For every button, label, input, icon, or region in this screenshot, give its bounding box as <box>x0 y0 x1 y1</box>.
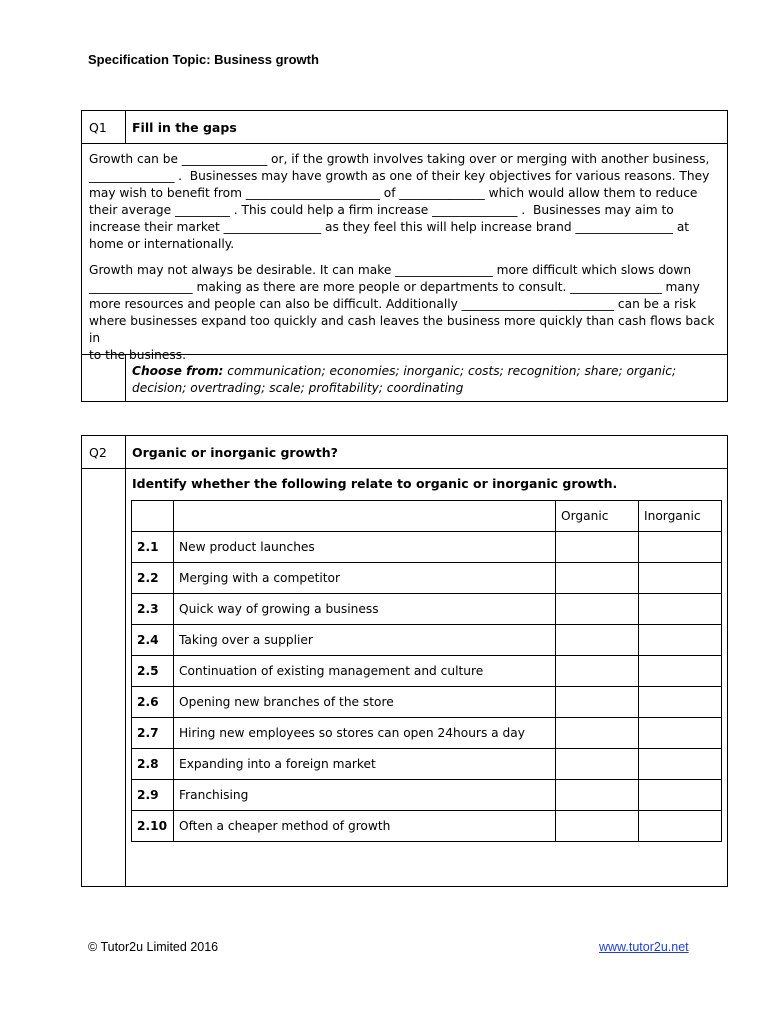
table-row <box>132 594 722 625</box>
paragraph-line: Growth can be ______________ or, if the growth involves taking over or merging with another business, <box>89 152 710 166</box>
paragraph-line: may wish to benefit from ______________________ of ______________ which would allow them to reduce <box>89 186 698 200</box>
organic-answer-cell[interactable] <box>556 780 639 811</box>
q1-paragraph-1 <box>89 151 721 253</box>
inorganic-answer-cell[interactable] <box>639 563 722 594</box>
organic-answer-cell[interactable] <box>556 656 639 687</box>
row-number: 2.9 <box>132 780 174 811</box>
paragraph-line: _________________ making as there are more people or departments to consult. _______________ many <box>89 280 700 294</box>
table-row <box>132 625 722 656</box>
col-organic-header: Organic <box>556 501 639 532</box>
q2-table <box>131 500 722 842</box>
copyright-text: © Tutor2u Limited 2016 <box>88 940 219 954</box>
inorganic-answer-cell[interactable] <box>639 625 722 656</box>
inorganic-answer-cell[interactable] <box>639 656 722 687</box>
col-inorganic-header: Inorganic <box>639 501 722 532</box>
paragraph-line: to the business. <box>89 348 186 362</box>
paragraph-line: home or internationally. <box>89 237 235 251</box>
table-row <box>132 563 722 594</box>
row-number: 2.3 <box>132 594 174 625</box>
q2-number: Q2 <box>89 445 107 460</box>
paragraph-line: their average _________ . This could help a firm increase ______________ . Businesses may aim to <box>89 203 674 217</box>
q1-box <box>81 110 728 402</box>
q1-paragraph-2 <box>89 262 721 364</box>
table-row <box>132 687 722 718</box>
organic-answer-cell[interactable] <box>556 563 639 594</box>
choose-from-label: Choose from: <box>132 364 224 378</box>
paragraph-line: where businesses expand too quickly and cash leaves the business more quickly than cash flows back in <box>89 314 719 345</box>
inorganic-answer-cell[interactable] <box>639 532 722 563</box>
q2-left-divider <box>125 436 126 886</box>
divider <box>82 143 727 144</box>
q2-box <box>81 435 728 887</box>
paragraph-line: more resources and people can also be difficult. Additionally _________________________ can be a risk <box>89 297 696 311</box>
table-row <box>132 749 722 780</box>
choose-from-words: communication; economies; inorganic; costs; recognition; share; organic; decision; overtrading; scale; profitability; coordinating <box>132 364 677 395</box>
row-statement: Opening new branches of the store <box>174 687 556 718</box>
row-number: 2.2 <box>132 563 174 594</box>
table-row <box>132 780 722 811</box>
row-statement: Taking over a supplier <box>174 625 556 656</box>
table-row <box>132 656 722 687</box>
divider <box>82 354 727 355</box>
organic-answer-cell[interactable] <box>556 718 639 749</box>
table-header-row <box>132 501 722 532</box>
row-statement: New product launches <box>174 532 556 563</box>
row-number: 2.1 <box>132 532 174 563</box>
page-title: Specification Topic: Business growth <box>88 52 319 67</box>
website-link[interactable]: www.tutor2u.net <box>599 940 689 954</box>
organic-answer-cell[interactable] <box>556 594 639 625</box>
row-number: 2.10 <box>132 811 174 842</box>
organic-answer-cell[interactable] <box>556 749 639 780</box>
inorganic-answer-cell[interactable] <box>639 780 722 811</box>
q1-header-divider <box>125 111 126 143</box>
q2-instruction: Identify whether the following relate to organic or inorganic growth. <box>132 476 618 491</box>
table-row <box>132 811 722 842</box>
inorganic-answer-cell[interactable] <box>639 718 722 749</box>
row-statement: Often a cheaper method of growth <box>174 811 556 842</box>
divider <box>82 468 727 469</box>
organic-answer-cell[interactable] <box>556 532 639 563</box>
row-statement: Merging with a competitor <box>174 563 556 594</box>
paragraph-line: Growth may not always be desirable. It can make ________________ more difficult which slows down <box>89 263 692 277</box>
choose-from-text <box>132 363 724 397</box>
paragraph-line: increase their market ________________ as they feel this will help increase brand ________________ at <box>89 220 690 234</box>
row-number: 2.4 <box>132 625 174 656</box>
q1-footer-divider <box>125 354 126 402</box>
row-statement: Expanding into a foreign market <box>174 749 556 780</box>
row-number: 2.7 <box>132 718 174 749</box>
header-blank <box>174 501 556 532</box>
table-row <box>132 718 722 749</box>
row-statement: Quick way of growing a business <box>174 594 556 625</box>
organic-answer-cell[interactable] <box>556 687 639 718</box>
row-statement: Continuation of existing management and culture <box>174 656 556 687</box>
row-number: 2.8 <box>132 749 174 780</box>
q2-title: Organic or inorganic growth? <box>132 445 338 460</box>
row-number: 2.5 <box>132 656 174 687</box>
inorganic-answer-cell[interactable] <box>639 687 722 718</box>
inorganic-answer-cell[interactable] <box>639 594 722 625</box>
header-blank <box>132 501 174 532</box>
table-row <box>132 532 722 563</box>
row-statement: Hiring new employees so stores can open 24hours a day <box>174 718 556 749</box>
row-number: 2.6 <box>132 687 174 718</box>
inorganic-answer-cell[interactable] <box>639 749 722 780</box>
q1-number: Q1 <box>89 120 107 135</box>
organic-answer-cell[interactable] <box>556 811 639 842</box>
paragraph-line: ______________ . Businesses may have growth as one of their key objectives for various reasons. They <box>89 169 710 183</box>
organic-answer-cell[interactable] <box>556 625 639 656</box>
q1-title: Fill in the gaps <box>132 120 237 135</box>
row-statement: Franchising <box>174 780 556 811</box>
inorganic-answer-cell[interactable] <box>639 811 722 842</box>
